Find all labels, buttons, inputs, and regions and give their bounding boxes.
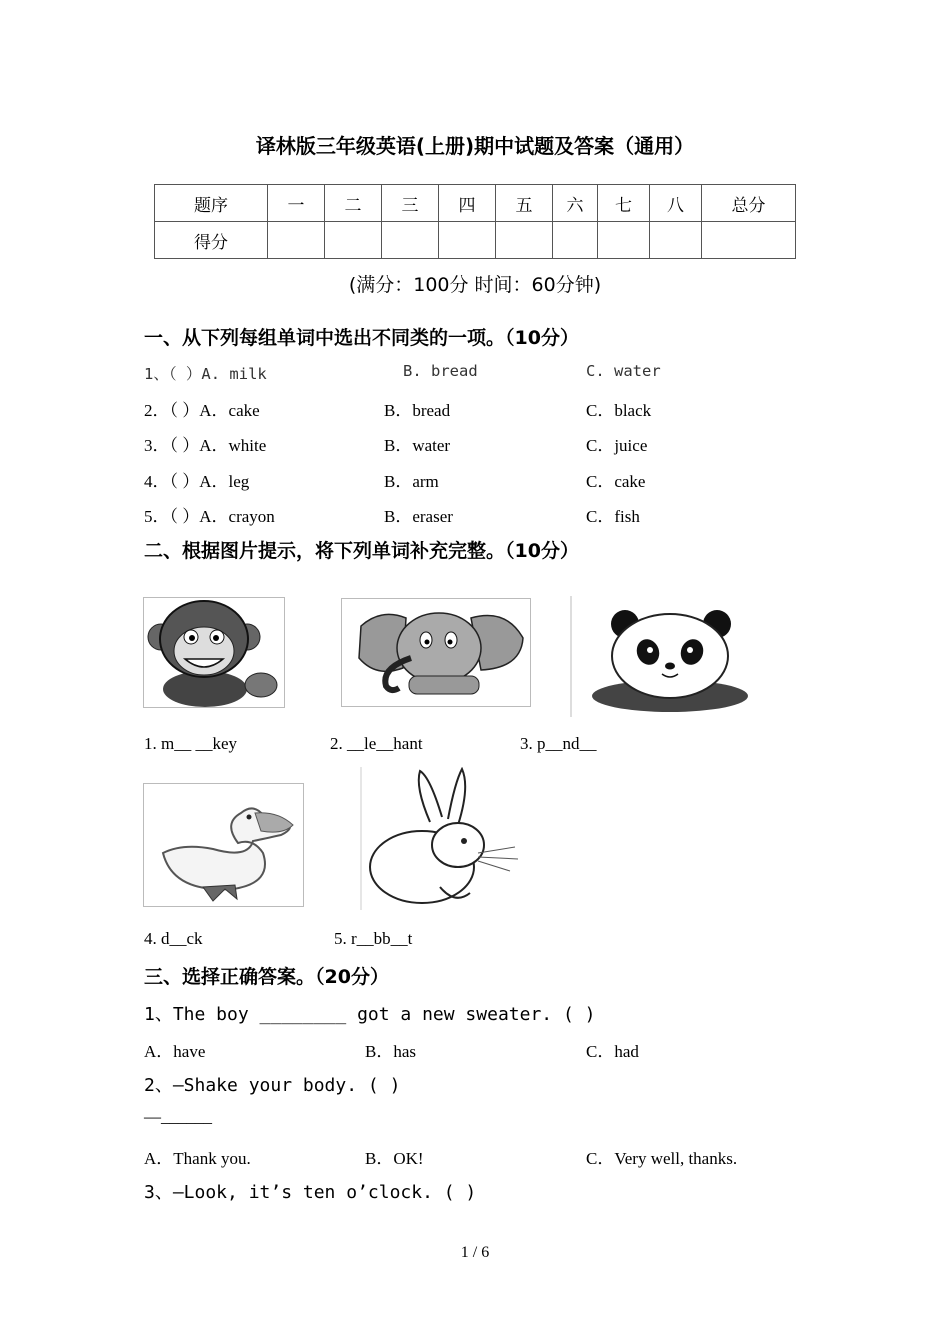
score-header-cell: 八: [650, 185, 702, 222]
score-header-cell: 六: [553, 185, 598, 222]
score-header-cell: 总分: [702, 185, 796, 222]
score-table-score-row: [155, 222, 796, 259]
score-cell[interactable]: [598, 222, 650, 259]
score-header-cell: 三: [382, 185, 439, 222]
s1-q3-option-c: C．juice: [586, 436, 648, 455]
s3-q2-option-a: A．Thank you.: [144, 1149, 251, 1168]
score-header-cell: 五: [496, 185, 553, 222]
score-cell[interactable]: [553, 222, 598, 259]
score-header-cell: 七: [598, 185, 650, 222]
s3-q1-option-c: C．had: [586, 1042, 639, 1061]
s1-q2-option-c: C．black: [586, 401, 652, 420]
duck-picture: [143, 783, 304, 907]
s2-item-4: 4. d__ck: [144, 929, 203, 948]
s2-item-5: 5. r__bb__t: [334, 929, 413, 948]
section1-heading: 一、从下列每组单词中选出不同类的一项。（10分）: [144, 327, 579, 349]
score-cell[interactable]: [325, 222, 382, 259]
exam-info: (满分：100分 时间：60分钟): [348, 274, 602, 296]
score-row-label: 得分: [155, 222, 268, 259]
s1-q4-stem: 4．（ ）A．leg: [144, 472, 250, 491]
monkey-picture: [143, 597, 285, 708]
s2-item-1: 1. m__ __key: [144, 734, 238, 753]
score-table-header-row: [155, 185, 796, 222]
score-header-cell: 二: [325, 185, 382, 222]
rabbit-picture: [360, 767, 522, 910]
page-number: 1 / 6: [460, 1244, 490, 1261]
s1-q1-stem: 1、（ ）A. milk: [144, 365, 267, 383]
s1-q3-stem: 3．（ ）A．white: [144, 436, 267, 455]
score-header-cell: 四: [439, 185, 496, 222]
s3-q3-stem: 3、—Look, it’s ten o’clock. ( ): [144, 1182, 477, 1203]
s3-q1-option-b: B．has: [365, 1042, 416, 1061]
score-table: [154, 184, 796, 259]
score-cell[interactable]: [702, 222, 796, 259]
section3-heading: 三、选择正确答案。（20分）: [144, 966, 389, 988]
s1-q2-stem: 2．（ ）A．cake: [144, 401, 260, 420]
score-cell[interactable]: [650, 222, 702, 259]
s3-q1-option-a: A．have: [144, 1042, 206, 1061]
score-cell[interactable]: [268, 222, 325, 259]
s1-q4-option-c: C．cake: [586, 472, 646, 491]
s2-item-3: 3. p__nd__: [520, 734, 597, 753]
score-cell[interactable]: [439, 222, 496, 259]
s1-q5-option-b: B．eraser: [384, 507, 453, 526]
elephant-picture: [341, 598, 531, 707]
s1-q1-option-c: C. water: [586, 362, 661, 380]
section2-heading: 二、根据图片提示，将下列单词补充完整。（10分）: [144, 540, 579, 562]
s3-q2-option-c: C．Very well, thanks.: [586, 1149, 738, 1168]
s1-q3-option-b: B．water: [384, 436, 451, 455]
s3-q2-reply: —______: [144, 1107, 212, 1126]
score-cell[interactable]: [496, 222, 553, 259]
s1-q2-option-b: B．bread: [384, 401, 451, 420]
s2-item-2: 2. __le__hant: [330, 734, 423, 753]
score-cell[interactable]: [382, 222, 439, 259]
s1-q5-option-c: C．fish: [586, 507, 640, 526]
s3-q1-stem: 1、The boy ________ got a new sweater. ( ): [144, 1004, 596, 1025]
s3-q2-option-b: B．OK!: [365, 1149, 424, 1168]
s1-q5-stem: 5．（ ）A．crayon: [144, 507, 275, 526]
s1-q1-option-b: B. bread: [403, 362, 478, 380]
score-header-cell: 题序: [155, 185, 268, 222]
s3-q2-stem: 2、—Shake your body. ( ): [144, 1075, 401, 1096]
panda-picture: [570, 596, 768, 717]
s1-q4-option-b: B．arm: [384, 472, 439, 491]
score-header-cell: 一: [268, 185, 325, 222]
page-title: 译林版三年级英语(上册)期中试题及答案（通用）: [255, 134, 695, 158]
